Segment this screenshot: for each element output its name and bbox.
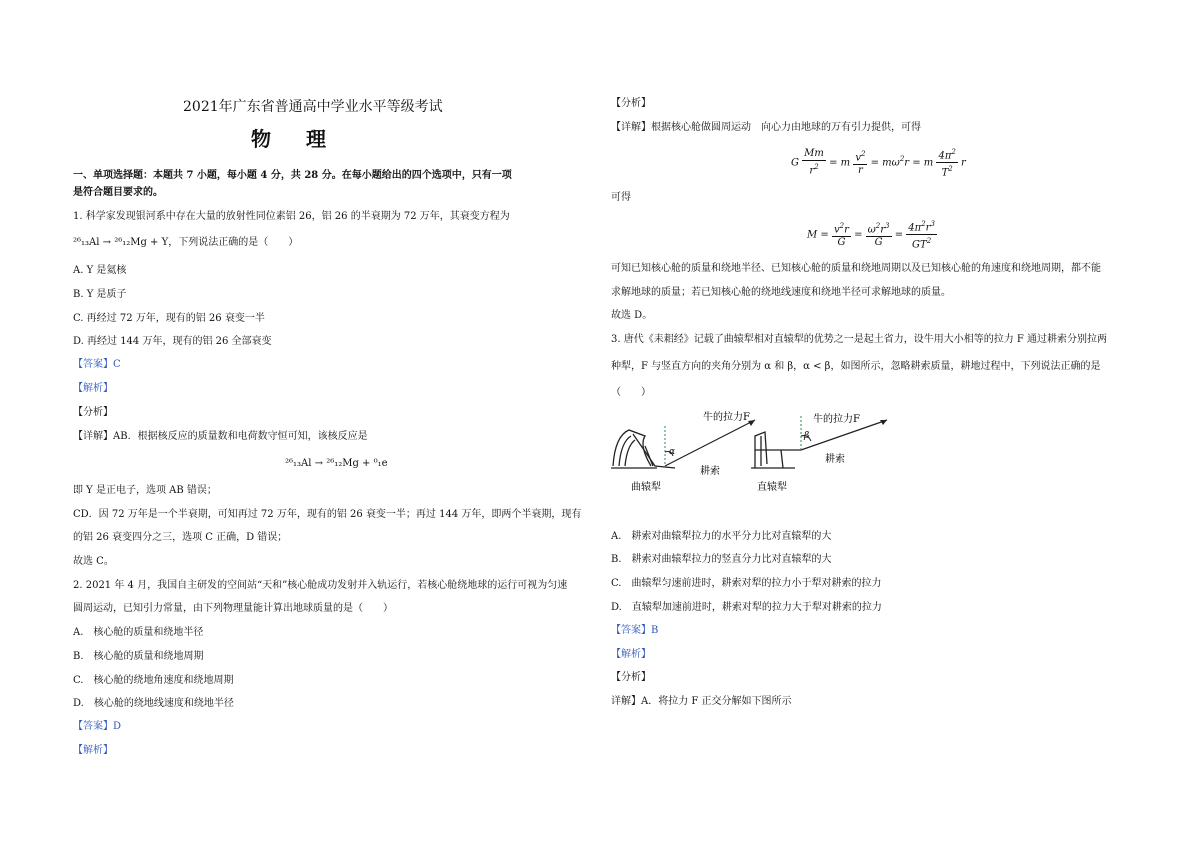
q3-answer: 【答案】B — [611, 625, 659, 636]
q1-cd-1: CD．因 72 万年是一个半衰期，可知再过 72 万年，现有的铝 26 衰变一半；再过 144 万年，即两个半衰期，现有 — [73, 509, 582, 520]
section-heading-2: 是符合题目要求的。 — [73, 187, 163, 198]
curved-plough-name: 曲辕犁 — [631, 482, 661, 493]
q1-jiexi: 【解析】 — [73, 383, 113, 394]
q2-fenxi: 【分析】 — [611, 98, 651, 109]
q2-jiexi: 【解析】 — [73, 745, 113, 756]
q3-fenxi: 【分析】 — [611, 672, 651, 683]
straight-plough-drawing — [751, 432, 801, 468]
q3-jiexi: 【解析】 — [611, 649, 651, 660]
q1-answer: 【答案】C — [73, 359, 121, 370]
straight-rope-label: 耕索 — [825, 454, 845, 465]
straight-plough-name: 直辕犁 — [757, 482, 787, 493]
q2-conclusion-1: 可知已知核心舱的质量和绕地半径、已知核心舱的质量和绕地周期以及已知核心舱的角速度和绕地周期，都不能 — [611, 263, 1101, 274]
q3-detail: 详解】A．将拉力 F 正交分解如下图所示 — [611, 696, 792, 707]
straight-force-label: 牛的拉力F — [813, 414, 860, 425]
q2-option-a: A. 核心舱的质量和绕地半径 — [73, 627, 204, 638]
plough-figure — [605, 406, 895, 496]
exam-header: 2021年广东省普通高中学业水平等级考试 — [183, 99, 443, 115]
q1-option-c: C. 再经过 72 万年，现有的铝 26 衰变一半 — [73, 313, 265, 324]
alpha-label: α — [669, 447, 676, 457]
q3-option-b: B. 耕索对曲辕犁拉力的竖直分力比对直辕犁的大 — [611, 554, 832, 565]
q3-stem-1: 3. 唐代《耒耜经》记载了曲辕犁相对直辕犁的优势之一是起土省力，设牛用大小相等的拉力 F 通过耕索分别拉两 — [611, 334, 1108, 345]
q1-cd-2: 的铝 26 衰变四分之三，选项 C 正确，D 错误； — [73, 532, 288, 543]
q2-option-c: C. 核心舱的绕地角速度和绕地周期 — [73, 675, 234, 686]
q2-stem-1: 2. 2021 年 4 月，我国自主研发的空间站“天和”核心舱成功发射并入轨运行，若核心舱绕地球的运行可视为匀速 — [73, 580, 568, 591]
q1-detail: 【详解】AB．根据核反应的质量数和电荷数守恒可知，该核反应是 — [73, 431, 368, 442]
q2-equation-2: M = $\frac{v^2r}{G}$ = $\frac{\omega^2r^3}{G}$ = $\frac{4\pi^2r^3}{GT^2}$ — [807, 220, 935, 251]
q2-option-d: D. 核心舱的绕地线速度和绕地半径 — [73, 698, 234, 709]
q3-stem-2: 种犁，F 与竖直方向的夹角分别为 α 和 β，α < β，如图所示，忽略耕索质量，耕地过程中，下列说法正确的是 — [611, 361, 1101, 372]
section-heading: 一、单项选择题：本题共 7 小题，每小题 4 分，共 28 分。在每小题给出的四个选项中，只有一项 — [73, 170, 512, 181]
subject-title: 物 理 — [251, 127, 340, 151]
q2-answer: 【答案】D — [73, 721, 122, 732]
q1-option-a: A. Y 是氦核 — [73, 265, 127, 276]
curved-rope-line — [665, 420, 755, 466]
curved-rope-label: 耕索 — [700, 466, 720, 477]
q1-stem: 1. 科学家发现银河系中存在大量的放射性同位素铝 26，铝 26 的半衰期为 72 万年，其衰变方程为 — [73, 211, 510, 222]
q3-stem-3: （ ） — [611, 387, 651, 398]
q2-choose: 故选 D。 — [611, 310, 653, 321]
q2-equation-1: G $\frac{Mm}{r^2}$ = m $\frac{v^2}{r}$ = $m\omega^2r = m$ $\frac{4\pi^2}{T^2}$ r — [791, 148, 966, 179]
q3-option-d: D. 直辕犁加速前进时，耕索对犁的拉力大于犁对耕索的拉力 — [611, 602, 882, 613]
q1-equation: ²⁶₁₃Al → ²⁶₁₂Mg + Y，下列说法正确的是（ ） — [73, 237, 299, 248]
beta-label: β — [804, 431, 810, 441]
q1-option-d: D. 再经过 144 万年，现有的铝 26 全部衰变 — [73, 336, 272, 347]
q1-fenxi: 【分析】 — [73, 407, 113, 418]
q2-kede: 可得 — [611, 192, 631, 203]
q2-detail: 【详解】根据核心舱做圆周运动 向心力由地球的万有引力提供，可得 — [611, 122, 921, 133]
q2-option-b: B. 核心舱的质量和绕地周期 — [73, 651, 204, 662]
q1-option-b: B. Y 是质子 — [73, 289, 127, 300]
q1-reaction: ²⁶₁₃Al → ²⁶₁₂Mg + ⁰₁e — [285, 458, 388, 469]
q2-conclusion-2: 求解地球的质量；若已知核心舱的绕地线速度和绕地半径可求解地球的质量。 — [611, 287, 951, 298]
curved-force-label: 牛的拉力F — [703, 412, 750, 423]
q3-option-c: C. 曲辕犁匀速前进时，耕索对犁的拉力小于犁对耕索的拉力 — [611, 578, 882, 589]
q3-option-a: A. 耕索对曲辕犁拉力的水平分力比对直辕犁的大 — [611, 531, 832, 542]
q1-y: 即 Y 是正电子，选项 AB 错误； — [73, 485, 217, 496]
q1-choose: 故选 C。 — [73, 556, 114, 567]
q2-stem-2: 圆周运动，已知引力常量，由下列物理量能计算出地球质量的是（ ） — [73, 603, 393, 614]
